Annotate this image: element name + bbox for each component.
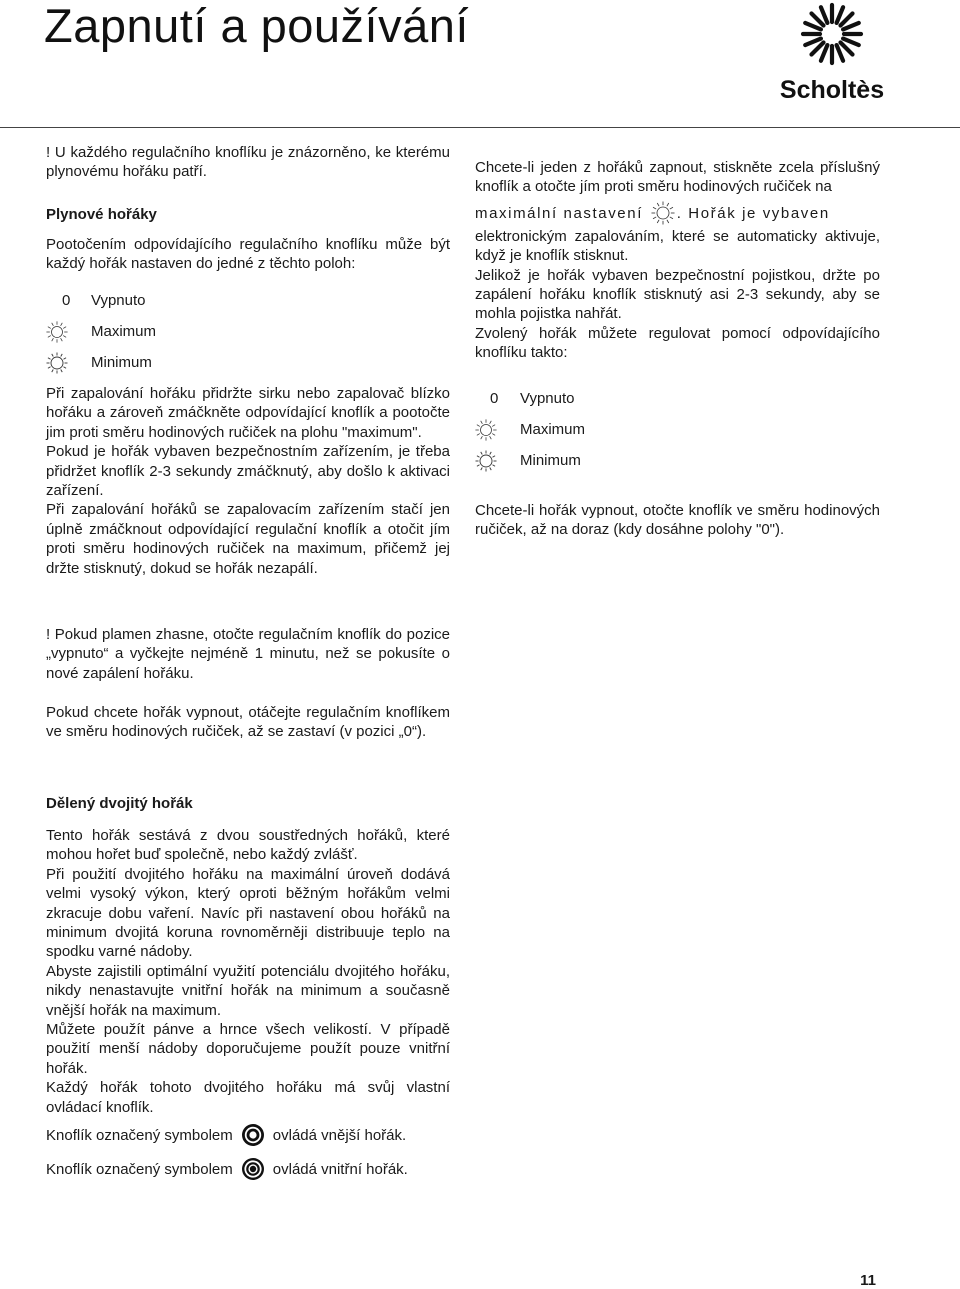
outer-ring-knob-icon bbox=[241, 1123, 265, 1147]
knob-inner-row bbox=[46, 1154, 408, 1184]
position-max-label: Maximum bbox=[91, 323, 157, 340]
sun-large-icon bbox=[651, 201, 675, 225]
position-min-label: Minimum bbox=[91, 354, 152, 371]
position-min-row bbox=[46, 347, 156, 378]
scholtes-sunburst-logo-icon bbox=[780, 2, 884, 102]
zero-symbol: 0 bbox=[62, 292, 71, 309]
note-flame-out: ! Pokud plamen zhasne, otočte regulačním knoflík do pozice „vypnuto“ a vyčkejte nejméně 1 minutu, než se pokusíte o nové zapálení hořáku. bbox=[46, 626, 450, 682]
paragraph-turn-off: Pokud chcete hořák vypnout, otáčejte regulačním knoflíkem ve směru hodinových ručiček, až se zastaví (v pozici „0“). bbox=[46, 704, 450, 741]
position-max-label: Maximum bbox=[520, 421, 586, 438]
right-paragraph-2: Jelikož je hořák vybaven bezpečnostní pojistkou, držte po zapálení hořáku knoflík stisknutý asi 2-3 sekundy, aby se mohla pojistka nahřát. bbox=[475, 266, 880, 323]
dual-paragraph-3: Abyste zajistili optimální využití potenciálu dvojitého hořáku, nikdy nenastavujte vnitřní hořák na minimum a současně vnější hořák na maximum. bbox=[46, 962, 450, 1019]
right-paragraph-3: Zvolený hořák můžete regulovat pomocí odpovídajícího knoflíku takto: bbox=[475, 324, 880, 362]
dual-paragraph-2: Při použití dvojitého hořáku na maximální úroveň dodává velmi vysoký výkon, který oproti běžným hořákům velmi zkracuje dobu vaření. Navíc při nastavení obou hořáků na minimum dvojitá koruna rovnoměrněji distribuuje teplo na spodku varné nádoby. bbox=[46, 865, 450, 961]
position-max-row bbox=[46, 316, 156, 347]
right-spaced-text-b: . Hořák je vybaven bbox=[676, 204, 830, 222]
knob-inner-text: ovládá vnitřní hořák. bbox=[272, 1160, 408, 1178]
knob-outer-text: ovládá vnější hořák. bbox=[272, 1126, 407, 1144]
dual-burner-section bbox=[46, 794, 450, 1117]
position-min-row bbox=[475, 445, 585, 476]
position-min-label: Minimum bbox=[520, 452, 581, 469]
section-heading-gas-burners: Plynové hořáky bbox=[46, 206, 157, 223]
right-paragraph-1-end: elektronickým zapalováním, které se automaticky aktivuje, když je knoflík stisknut. bbox=[475, 227, 880, 265]
gas-intro-paragraph: Pootočením odpovídajícího regulačního knoflíku může být každý hořák nastaven do jedné z těchto poloh: bbox=[46, 236, 450, 273]
right-spaced-text-a: maximální nastavení bbox=[475, 204, 643, 222]
left-note-1-block bbox=[46, 143, 450, 182]
page-title: Zapnutí a používání bbox=[44, 0, 469, 52]
position-off-row bbox=[46, 285, 156, 316]
knob-label: Knoflík označený symbolem bbox=[46, 1126, 233, 1144]
knob-label: Knoflík označený symbolem bbox=[46, 1160, 233, 1178]
sun-small-icon bbox=[46, 352, 68, 374]
note-paragraph: ! U každého regulačního knoflíku je znázorněno, ke kterému plynovému hořáku patří. bbox=[46, 144, 450, 181]
right-spaced-line bbox=[475, 201, 880, 225]
gas-burners-section bbox=[46, 205, 450, 274]
position-off-row bbox=[475, 383, 585, 414]
sun-large-icon bbox=[475, 419, 497, 441]
right-paragraph-1: Chcete-li jeden z hořáků zapnout, stiskněte zcela příslušný knoflík a otočte jím proti směru hodinových ručiček na bbox=[475, 159, 880, 196]
left-note-2-block bbox=[46, 625, 450, 683]
left-position-list bbox=[46, 285, 156, 378]
right-ignition-block bbox=[475, 158, 880, 363]
sun-large-icon bbox=[46, 321, 68, 343]
knob-outer-row bbox=[46, 1120, 406, 1150]
dual-paragraph-1: Tento hořák sestává z dvou soustředných hořáků, které mohou hořet buď společně, nebo každý zvlášť. bbox=[46, 827, 450, 864]
ignition-instructions bbox=[46, 384, 450, 578]
right-position-list bbox=[475, 383, 585, 476]
position-off-label: Vypnuto bbox=[91, 292, 146, 309]
position-off-label: Vypnuto bbox=[520, 390, 575, 407]
sun-small-icon bbox=[475, 450, 497, 472]
inner-ring-knob-icon bbox=[241, 1157, 265, 1181]
right-paragraph-4: Chcete-li hořák vypnout, otočte knoflík ve směru hodinových ručiček, až na doraz (kdy dosáhne polohy "0"). bbox=[475, 502, 880, 539]
header-divider bbox=[0, 127, 960, 128]
dual-paragraph-5: Každý hořák tohoto dvojitého hořáku má svůj vlastní ovládací knoflík. bbox=[46, 1079, 450, 1116]
brand-logo bbox=[780, 2, 884, 102]
turn-off-block bbox=[46, 703, 450, 742]
right-turn-off-block bbox=[475, 501, 880, 540]
zero-symbol: 0 bbox=[490, 390, 499, 407]
position-max-row bbox=[475, 414, 585, 445]
dual-paragraph-4: Můžete použít pánve a hrnce všech velikostí. V případě použití menší nádoby doporučujeme použít pouze vnitřní hořák. bbox=[46, 1021, 450, 1077]
paragraph-safety-device: Pokud je hořák vybaven bezpečnostním zařízením, je třeba přidržet knoflík 2-3 sekundy zmáčknutý, aby došlo k aktivaci zařízení. bbox=[46, 443, 450, 500]
paragraph-auto-ignition: Při zapalování hořáků se zapalovacím zařízením stačí jen úplně zmáčknout odpovídající regulační knoflík a otočit jím proti směru hodinových ručiček na maximum, přičemž jej držte stisknutý, dokud se hořák nezapálí. bbox=[46, 501, 450, 577]
paragraph-ignition: Při zapalování hořáku přidržte sirku nebo zapalovač blízko hořáku a zároveň zmáčkněte odpovídající knoflík a pootočte jim proti směru hodinových ručiček na plohu "maximum". bbox=[46, 385, 450, 441]
brand-name: Scholtès bbox=[780, 76, 884, 102]
page-number: 11 bbox=[860, 1272, 876, 1289]
section-heading-dual-burner: Dělený dvojitý hořák bbox=[46, 795, 193, 812]
